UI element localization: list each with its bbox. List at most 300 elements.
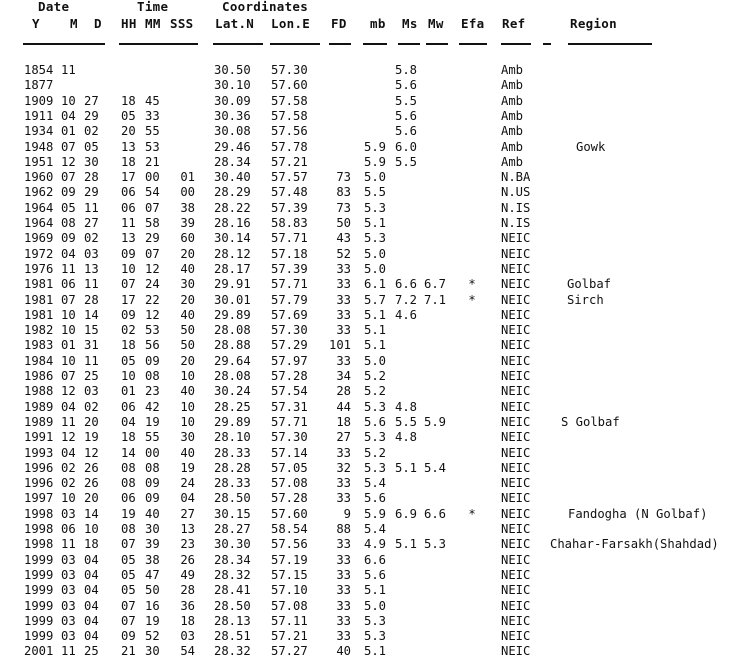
- cell-mb: 5.2: [363, 384, 386, 399]
- cell-mm: 21: [145, 154, 160, 169]
- cell-d: 20: [84, 414, 99, 429]
- cell-d: 25: [84, 369, 99, 383]
- cell-ref: Amb: [501, 108, 524, 123]
- cell-hh: 21: [121, 644, 136, 659]
- cell-ms: 6.0: [395, 139, 418, 154]
- cell-y: 1981: [24, 277, 54, 292]
- cell-lon: 57.21: [271, 154, 308, 169]
- cell-fd: 50: [336, 216, 351, 230]
- cell-sss: 40: [180, 261, 195, 276]
- cell-mm: 19: [145, 414, 160, 429]
- cell-lat: 28.50: [214, 598, 251, 613]
- cell-lat: 29.46: [214, 139, 251, 154]
- cell-lat: 28.27: [214, 522, 251, 536]
- cell-lon: 57.60: [271, 78, 308, 93]
- cell-hh: 02: [121, 323, 136, 338]
- cell-m: 09: [61, 231, 76, 246]
- underline-fd: [329, 43, 351, 45]
- cell-lon: 57.58: [271, 93, 308, 108]
- cell-lat: 29.89: [214, 414, 251, 429]
- cell-lon: 57.31: [271, 399, 308, 414]
- cell-m: 11: [61, 261, 76, 276]
- cell-hh: 17: [121, 170, 136, 185]
- col-header-region: Region: [570, 16, 617, 31]
- cell-mb: 5.1: [363, 323, 386, 338]
- underline-mw: [426, 43, 448, 45]
- cell-lon: 57.28: [271, 369, 308, 383]
- cell-lon: 57.78: [271, 139, 308, 154]
- cell-mm: 09: [145, 353, 160, 368]
- cell-mm: 53: [145, 139, 160, 154]
- cell-mb: 5.1: [363, 644, 386, 659]
- cell-m: 02: [61, 476, 76, 491]
- cell-ref: Amb: [501, 63, 524, 77]
- cell-lon: 57.48: [271, 185, 308, 200]
- col-header-ms: Ms: [402, 16, 418, 31]
- cell-ref: NEIC: [501, 414, 531, 429]
- cell-lat: 29.64: [214, 353, 251, 368]
- cell-d: 11: [84, 277, 99, 292]
- cell-lat: 28.41: [214, 583, 251, 598]
- cell-lat: 30.36: [214, 108, 251, 123]
- cell-fd: 33: [336, 307, 351, 322]
- cell-lat: 28.08: [214, 369, 251, 383]
- cell-sss: 40: [180, 445, 195, 460]
- cell-sss: 23: [180, 537, 195, 552]
- cell-mb: 5.6: [363, 491, 386, 506]
- cell-mm: 54: [145, 185, 160, 200]
- cell-mw: 6.6: [424, 506, 447, 521]
- col-header-mb: mb: [370, 16, 386, 31]
- cell-sss: 20: [180, 246, 195, 261]
- cell-lat: 28.50: [214, 491, 251, 506]
- cell-fd: 33: [336, 353, 351, 368]
- cell-hh: 17: [121, 292, 136, 307]
- underline-lon: [270, 43, 320, 45]
- cell-mm: 23: [145, 384, 160, 399]
- cell-mb: 5.4: [363, 476, 386, 491]
- underline-region: [568, 43, 652, 45]
- cell-y: 1996: [24, 476, 54, 491]
- col-header-lat: Lat.N: [215, 16, 255, 31]
- cell-mm: 39: [145, 537, 160, 552]
- cell-region: Fandogha (N Golbaf): [568, 506, 708, 521]
- cell-sss: 36: [180, 598, 195, 613]
- col-header-y: Y: [32, 16, 40, 31]
- col-header-m: M: [70, 16, 78, 31]
- cell-mm: 00: [145, 445, 160, 460]
- group-header-date: Date: [38, 0, 70, 14]
- cell-mm: 42: [145, 399, 160, 414]
- cell-fd: 33: [336, 629, 351, 644]
- cell-fd: 33: [336, 583, 351, 598]
- cell-lon: 57.30: [271, 323, 308, 338]
- cell-mm: 55: [145, 124, 160, 139]
- cell-mm: 38: [145, 552, 160, 567]
- cell-mm: 07: [145, 246, 160, 261]
- cell-y: 1972: [24, 246, 54, 261]
- cell-sss: 40: [180, 307, 195, 322]
- cell-d: 04: [84, 613, 99, 628]
- cell-m: 03: [61, 629, 76, 644]
- cell-mb: 5.3: [363, 613, 386, 628]
- underline-mb: [363, 43, 387, 45]
- cell-ref: NEIC: [501, 246, 531, 261]
- cell-sss: 10: [180, 414, 195, 429]
- cell-y: 1934: [24, 124, 54, 139]
- cell-sss: 13: [180, 522, 195, 536]
- cell-mm: 50: [145, 583, 160, 598]
- cell-d: 02: [84, 399, 99, 414]
- cell-mm: 00: [145, 170, 160, 185]
- cell-lon: 57.08: [271, 476, 308, 491]
- cell-mm: 40: [145, 506, 160, 521]
- cell-hh: 18: [121, 338, 136, 353]
- cell-hh: 07: [121, 537, 136, 552]
- cell-lon: 57.97: [271, 353, 308, 368]
- cell-y: 1999: [24, 583, 54, 598]
- cell-lat: 28.22: [214, 200, 251, 215]
- cell-m: 11: [61, 414, 76, 429]
- cell-y: 1960: [24, 170, 54, 185]
- cell-lat: 28.88: [214, 338, 251, 353]
- cell-lon: 57.10: [271, 583, 308, 598]
- cell-fd: 88: [336, 522, 351, 536]
- cell-m: 11: [61, 537, 76, 552]
- cell-y: 1964: [24, 216, 54, 230]
- cell-lon: 57.19: [271, 552, 308, 567]
- cell-lon: 57.60: [271, 506, 308, 521]
- cell-ref: N.BA: [501, 170, 531, 185]
- cell-efa: *: [468, 506, 476, 521]
- cell-ms: 5.6: [395, 108, 418, 123]
- cell-fd: 33: [336, 323, 351, 338]
- cell-d: 18: [84, 537, 99, 552]
- cell-ref: NEIC: [501, 323, 531, 338]
- cell-lat: 30.40: [214, 170, 251, 185]
- cell-ms: 5.6: [395, 124, 418, 139]
- cell-mm: 30: [145, 644, 160, 659]
- cell-lon: 57.71: [271, 277, 308, 292]
- cell-d: 20: [84, 491, 99, 506]
- cell-y: 1989: [24, 399, 54, 414]
- cell-y: 1999: [24, 613, 54, 628]
- cell-d: 30: [84, 154, 99, 169]
- cell-ref: Amb: [501, 93, 524, 108]
- cell-m: 10: [61, 353, 76, 368]
- cell-m: 10: [61, 93, 76, 108]
- cell-fd: 33: [336, 292, 351, 307]
- cell-lon: 57.39: [271, 261, 308, 276]
- cell-m: 07: [61, 170, 76, 185]
- cell-mb: 5.4: [363, 522, 386, 536]
- cell-ref: NEIC: [501, 506, 531, 521]
- cell-y: 1877: [24, 78, 54, 93]
- cell-region: Sirch: [567, 292, 604, 307]
- cell-d: 04: [84, 583, 99, 598]
- cell-m: 12: [61, 384, 76, 399]
- cell-mb: 5.0: [363, 598, 386, 613]
- cell-mb: 4.9: [363, 537, 386, 552]
- cell-lat: 30.01: [214, 292, 251, 307]
- cell-ms: 5.1: [395, 460, 418, 475]
- cell-m: 04: [61, 445, 76, 460]
- cell-mb: 5.0: [363, 246, 386, 261]
- cell-d: 26: [84, 476, 99, 491]
- cell-lat: 30.24: [214, 384, 251, 399]
- cell-ref: NEIC: [501, 369, 531, 383]
- cell-d: 28: [84, 170, 99, 185]
- cell-mm: 47: [145, 567, 160, 582]
- col-header-d: D: [94, 16, 102, 31]
- cell-d: 13: [84, 261, 99, 276]
- cell-hh: 05: [121, 353, 136, 368]
- cell-mm: 12: [145, 261, 160, 276]
- cell-hh: 18: [121, 93, 136, 108]
- cell-mm: 30: [145, 522, 160, 536]
- cell-hh: 01: [121, 384, 136, 399]
- cell-fd: 83: [336, 185, 351, 200]
- cell-mm: 55: [145, 430, 160, 445]
- group-header-coordinates: Coordinates: [222, 0, 309, 14]
- cell-d: 04: [84, 567, 99, 582]
- cell-mb: 5.9: [363, 154, 386, 169]
- cell-lon: 57.08: [271, 598, 308, 613]
- cell-mm: 24: [145, 277, 160, 292]
- cell-mb: 5.6: [363, 414, 386, 429]
- cell-sss: 30: [180, 277, 195, 292]
- cell-lat: 29.89: [214, 307, 251, 322]
- cell-d: 04: [84, 598, 99, 613]
- cell-lat: 28.33: [214, 445, 251, 460]
- cell-hh: 10: [121, 369, 136, 383]
- cell-ref: NEIC: [501, 537, 531, 552]
- cell-lat: 30.50: [214, 63, 251, 77]
- cell-lat: 28.17: [214, 261, 251, 276]
- underline-lat: [213, 43, 263, 45]
- cell-fd: 44: [336, 399, 351, 414]
- cell-lon: 57.11: [271, 613, 308, 628]
- cell-hh: 13: [121, 231, 136, 246]
- cell-sss: 10: [180, 399, 195, 414]
- cell-lat: 28.34: [214, 552, 251, 567]
- cell-lon: 57.27: [271, 644, 308, 659]
- cell-hh: 14: [121, 445, 136, 460]
- cell-mb: 5.1: [363, 583, 386, 598]
- cell-mw: 5.3: [424, 537, 447, 552]
- cell-m: 11: [61, 63, 76, 77]
- group-header-time: Time: [137, 0, 169, 14]
- cell-lon: 57.29: [271, 338, 308, 353]
- cell-y: 1998: [24, 506, 54, 521]
- cell-mm: 45: [145, 93, 160, 108]
- cell-lat: 30.10: [214, 78, 251, 93]
- cell-d: 10: [84, 522, 99, 536]
- cell-lat: 30.14: [214, 231, 251, 246]
- cell-lat: 28.28: [214, 460, 251, 475]
- cell-lat: 28.32: [214, 567, 251, 582]
- cell-m: 01: [61, 338, 76, 353]
- col-header-lon: Lon.E: [271, 16, 311, 31]
- cell-d: 02: [84, 124, 99, 139]
- cell-m: 06: [61, 277, 76, 292]
- cell-d: 27: [84, 93, 99, 108]
- cell-y: 1948: [24, 139, 54, 154]
- cell-mb: 5.5: [363, 185, 386, 200]
- cell-mm: 19: [145, 613, 160, 628]
- cell-d: 28: [84, 292, 99, 307]
- cell-mb: 5.1: [363, 338, 386, 353]
- cell-ms: 5.6: [395, 78, 418, 93]
- col-header-mw: Mw: [428, 16, 444, 31]
- cell-ms: 7.2: [395, 292, 418, 307]
- cell-d: 04: [84, 629, 99, 644]
- cell-ref: NEIC: [501, 445, 531, 460]
- cell-hh: 06: [121, 185, 136, 200]
- cell-m: 12: [61, 154, 76, 169]
- cell-y: 1909: [24, 93, 54, 108]
- cell-fd: 33: [336, 552, 351, 567]
- cell-fd: 28: [336, 384, 351, 399]
- cell-m: 07: [61, 292, 76, 307]
- cell-m: 04: [61, 399, 76, 414]
- cell-hh: 06: [121, 399, 136, 414]
- cell-mb: 5.3: [363, 200, 386, 215]
- cell-ref: Amb: [501, 124, 524, 139]
- cell-ref: NEIC: [501, 307, 531, 322]
- cell-lat: 28.16: [214, 216, 251, 230]
- cell-m: 03: [61, 598, 76, 613]
- cell-ms: 4.8: [395, 430, 418, 445]
- cell-m: 03: [61, 567, 76, 582]
- cell-m: 03: [61, 506, 76, 521]
- cell-mm: 58: [145, 216, 160, 230]
- cell-ref: Amb: [501, 154, 524, 169]
- cell-sss: 24: [180, 476, 195, 491]
- cell-ref: NEIC: [501, 338, 531, 353]
- cell-ref: NEIC: [501, 261, 531, 276]
- cell-y: 1996: [24, 460, 54, 475]
- cell-ms: 6.6: [395, 277, 418, 292]
- cell-y: 2001: [24, 644, 54, 659]
- cell-lon: 58.83: [271, 216, 308, 230]
- cell-sss: 18: [180, 613, 195, 628]
- cell-mb: 5.0: [363, 353, 386, 368]
- cell-sss: 19: [180, 460, 195, 475]
- cell-ref: N.IS: [501, 216, 531, 230]
- cell-mw: 6.7: [424, 277, 447, 292]
- cell-d: 27: [84, 216, 99, 230]
- cell-ref: NEIC: [501, 522, 531, 536]
- cell-m: 07: [61, 369, 76, 383]
- cell-mw: 5.4: [424, 460, 447, 475]
- cell-d: 11: [84, 200, 99, 215]
- cell-fd: 33: [336, 537, 351, 552]
- cell-mm: 56: [145, 338, 160, 353]
- cell-hh: 07: [121, 613, 136, 628]
- cell-mb: 5.9: [363, 506, 386, 521]
- underline-efa: [459, 43, 487, 45]
- cell-sss: 01: [180, 170, 195, 185]
- cell-mm: 12: [145, 307, 160, 322]
- cell-hh: 11: [121, 216, 136, 230]
- cell-m: 04: [61, 108, 76, 123]
- cell-hh: 07: [121, 277, 136, 292]
- cell-hh: 05: [121, 552, 136, 567]
- cell-lon: 57.28: [271, 491, 308, 506]
- cell-sss: 54: [180, 644, 195, 659]
- cell-sss: 20: [180, 292, 195, 307]
- cell-lat: 28.51: [214, 629, 251, 644]
- cell-mm: 07: [145, 200, 160, 215]
- cell-y: 1911: [24, 108, 54, 123]
- cell-hh: 10: [121, 261, 136, 276]
- cell-m: 08: [61, 216, 76, 230]
- cell-mb: 5.6: [363, 567, 386, 582]
- underline-time: [119, 43, 198, 45]
- cell-hh: 06: [121, 200, 136, 215]
- cell-m: 05: [61, 200, 76, 215]
- cell-mm: 16: [145, 598, 160, 613]
- cell-mm: 08: [145, 369, 160, 383]
- cell-region: Gowk: [576, 139, 606, 154]
- cell-fd: 43: [336, 231, 351, 246]
- cell-d: 26: [84, 460, 99, 475]
- cell-lat: 28.25: [214, 399, 251, 414]
- cell-lat: 28.12: [214, 246, 251, 261]
- cell-ref: NEIC: [501, 231, 531, 246]
- cell-lon: 57.71: [271, 414, 308, 429]
- underline-ref: [501, 43, 531, 45]
- cell-m: 12: [61, 430, 76, 445]
- cell-ms: 5.8: [395, 63, 418, 77]
- cell-ref: Amb: [501, 78, 524, 93]
- cell-lat: 28.34: [214, 154, 251, 169]
- cell-y: 1999: [24, 567, 54, 582]
- cell-fd: 9: [343, 506, 351, 521]
- cell-d: 14: [84, 506, 99, 521]
- cell-y: 1983: [24, 338, 54, 353]
- col-header-ref: Ref: [502, 16, 526, 31]
- cell-mm: 09: [145, 491, 160, 506]
- cell-d: 12: [84, 445, 99, 460]
- cell-mm: 09: [145, 476, 160, 491]
- cell-lat: 28.32: [214, 644, 251, 659]
- cell-y: 1962: [24, 185, 54, 200]
- cell-d: 03: [84, 384, 99, 399]
- cell-m: 07: [61, 139, 76, 154]
- cell-hh: 05: [121, 567, 136, 582]
- col-header-sss: SSS: [170, 16, 194, 31]
- cell-fd: 33: [336, 491, 351, 506]
- cell-ref: NEIC: [501, 644, 531, 659]
- cell-ref: NEIC: [501, 567, 531, 582]
- cell-y: 1988: [24, 384, 54, 399]
- cell-d: 15: [84, 323, 99, 338]
- cell-fd: 101: [328, 338, 351, 353]
- cell-ms: 4.6: [395, 307, 418, 322]
- cell-lon: 57.39: [271, 200, 308, 215]
- cell-d: 04: [84, 552, 99, 567]
- cell-y: 1981: [24, 307, 54, 322]
- cell-ms: 5.5: [395, 154, 418, 169]
- cell-m: 10: [61, 307, 76, 322]
- cell-y: 1999: [24, 552, 54, 567]
- cell-ref: NEIC: [501, 552, 531, 567]
- cell-m: 10: [61, 323, 76, 338]
- cell-fd: 73: [336, 200, 351, 215]
- cell-mb: 5.3: [363, 231, 386, 246]
